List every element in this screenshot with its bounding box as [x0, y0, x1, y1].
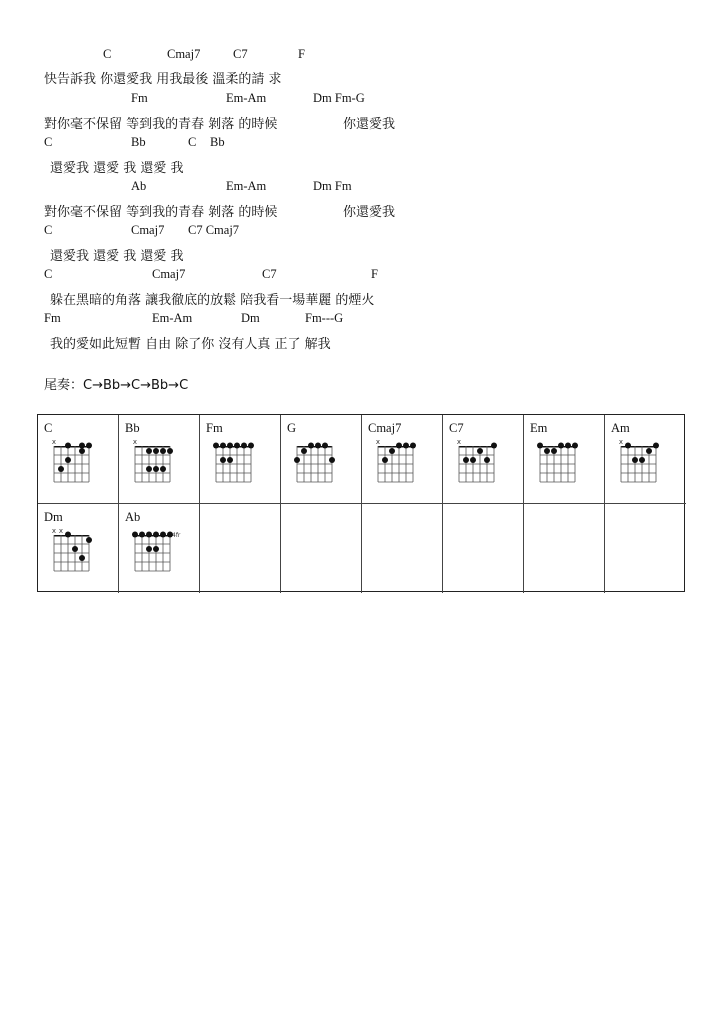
outro-line: 尾奏：C→Bb→C→Bb→C — [44, 378, 189, 393]
empty-chord-cell — [524, 504, 605, 593]
muted-string-mark: x — [375, 438, 381, 446]
chord-symbol: Fm---G — [305, 311, 344, 325]
chord-name: G — [287, 421, 297, 435]
chord-diagram — [611, 437, 681, 499]
chord-cell — [524, 415, 605, 504]
chord-name: Em — [530, 421, 548, 435]
finger-dot — [79, 555, 85, 561]
chord-diagram — [44, 437, 114, 499]
finger-dot — [322, 443, 328, 449]
finger-dot — [632, 457, 638, 463]
chord-name: C7 — [449, 421, 464, 435]
empty-chord-cell — [443, 504, 524, 593]
chord-symbol: C7 Cmaj7 — [188, 223, 240, 237]
chord-name: Bb — [125, 421, 140, 435]
finger-dot — [65, 443, 71, 449]
finger-dot — [132, 532, 138, 538]
chord-cell — [119, 504, 200, 593]
finger-dot — [329, 457, 335, 463]
muted-string-mark: x — [58, 527, 64, 535]
lyric-text: 我的愛如此短暫 自由 除了你 沒有人真 正了 解我 — [50, 337, 331, 352]
chord-diagram-table — [37, 414, 685, 592]
finger-dot — [79, 448, 85, 454]
chord-symbol: Cmaj7 — [131, 223, 165, 237]
finger-dot — [301, 448, 307, 454]
lyric-line — [0, 333, 724, 353]
finger-dot — [248, 443, 254, 449]
chord-name: C — [44, 421, 53, 435]
nut — [459, 446, 494, 448]
finger-dot — [382, 457, 388, 463]
chord-cell — [119, 415, 200, 504]
lyric-line — [0, 113, 724, 133]
finger-dot — [153, 466, 159, 472]
chord-cell — [38, 504, 119, 593]
lyric-line — [0, 245, 724, 265]
finger-dot — [153, 532, 159, 538]
chord-diagram — [449, 437, 519, 499]
finger-dot — [315, 443, 321, 449]
muted-string-mark: x — [51, 438, 57, 446]
chord-symbol: Em-Am — [226, 179, 267, 193]
finger-dot — [160, 466, 166, 472]
finger-dot — [58, 466, 64, 472]
nut — [54, 535, 89, 537]
finger-dot — [220, 457, 226, 463]
chord-name: Am — [611, 421, 630, 435]
finger-dot — [65, 457, 71, 463]
muted-string-mark: x — [51, 527, 57, 535]
chord-symbol: C7 — [262, 267, 277, 281]
finger-dot — [160, 532, 166, 538]
chord-name: Cmaj7 — [368, 421, 402, 435]
chord-symbol: Bb — [210, 135, 225, 149]
chord-diagram — [287, 437, 357, 499]
chord-cell — [605, 415, 686, 504]
lyric-line — [0, 68, 724, 88]
finger-dot — [558, 443, 564, 449]
chord-symbol: Fm — [44, 311, 61, 325]
finger-dot — [484, 457, 490, 463]
chord-line — [0, 179, 724, 199]
finger-dot — [146, 466, 152, 472]
muted-string-mark: x — [132, 438, 138, 446]
finger-dot — [477, 448, 483, 454]
finger-dot — [646, 448, 652, 454]
finger-dot — [308, 443, 314, 449]
lyric-line — [0, 201, 724, 221]
lyric-text: 還愛我 還愛 我 還愛 我 — [50, 249, 184, 264]
chord-cell — [281, 415, 362, 504]
finger-dot — [213, 443, 219, 449]
finger-dot — [167, 448, 173, 454]
finger-dot — [653, 443, 659, 449]
finger-dot — [241, 443, 247, 449]
finger-dot — [146, 448, 152, 454]
chord-symbol: C — [44, 135, 53, 149]
chord-line — [0, 47, 724, 67]
chord-cell — [200, 415, 281, 504]
chord-symbol: Fm — [131, 91, 148, 105]
finger-dot — [551, 448, 557, 454]
finger-dot — [294, 457, 300, 463]
lyric-text: 對你毫不保留 等到我的青春 剝落 的時候 — [44, 117, 278, 132]
nut — [135, 446, 170, 448]
finger-dot — [639, 457, 645, 463]
chord-cell — [443, 415, 524, 504]
chord-symbol: Bb — [131, 135, 146, 149]
chord-diagram — [125, 437, 195, 499]
finger-dot — [470, 457, 476, 463]
finger-dot — [227, 457, 233, 463]
chord-symbol: Ab — [131, 179, 147, 193]
chord-symbol: C — [103, 47, 112, 61]
finger-dot — [410, 443, 416, 449]
chord-symbol: C — [44, 223, 53, 237]
finger-dot — [491, 443, 497, 449]
muted-string-mark: x — [618, 438, 624, 446]
finger-dot — [227, 443, 233, 449]
chord-symbol: Dm Fm-G — [313, 91, 365, 105]
empty-chord-cell — [281, 504, 362, 593]
finger-dot — [153, 448, 159, 454]
chord-diagram — [44, 526, 114, 588]
finger-dot — [403, 443, 409, 449]
chord-symbol: Cmaj7 — [167, 47, 201, 61]
finger-dot — [79, 443, 85, 449]
chord-symbol: Em-Am — [152, 311, 193, 325]
chord-diagram — [530, 437, 600, 499]
chord-line — [0, 311, 724, 331]
chord-name: Dm — [44, 510, 63, 524]
chord-cell — [38, 415, 119, 504]
finger-dot — [146, 546, 152, 552]
muted-string-mark: x — [456, 438, 462, 446]
finger-dot — [86, 443, 92, 449]
lyric-text: 對你毫不保留 等到我的青春 剝落 的時候 — [44, 205, 278, 220]
chord-symbol: F — [371, 267, 378, 281]
finger-dot — [72, 546, 78, 552]
chord-line — [0, 223, 724, 243]
finger-dot — [160, 448, 166, 454]
finger-dot — [572, 443, 578, 449]
finger-dot — [139, 532, 145, 538]
chord-line — [0, 91, 724, 111]
finger-dot — [65, 532, 71, 538]
lyric-text: 你還愛我 — [343, 205, 396, 220]
lyric-line — [0, 289, 724, 309]
finger-dot — [544, 448, 550, 454]
finger-dot — [86, 537, 92, 543]
chord-symbol: Em-Am — [226, 91, 267, 105]
chord-cell — [362, 415, 443, 504]
empty-chord-cell — [362, 504, 443, 593]
chord-symbol: C — [44, 267, 53, 281]
chord-symbol: Dm Fm — [313, 179, 352, 193]
chord-symbol: C7 — [233, 47, 248, 61]
chord-diagram — [125, 526, 195, 588]
chord-line — [0, 267, 724, 287]
finger-dot — [220, 443, 226, 449]
finger-dot — [565, 443, 571, 449]
finger-dot — [234, 443, 240, 449]
chord-name: Fm — [206, 421, 223, 435]
chord-name: Ab — [125, 510, 141, 524]
lyric-line — [0, 157, 724, 177]
lyric-text: 躲在黑暗的角落 讓我徹底的放鬆 陪我看一場華麗 的煙火 — [50, 293, 375, 308]
chord-line — [0, 135, 724, 155]
chord-diagram — [368, 437, 438, 499]
empty-chord-cell — [605, 504, 686, 593]
chord-symbol: Dm — [241, 311, 260, 325]
finger-dot — [625, 443, 631, 449]
chord-diagram — [206, 437, 276, 499]
lyric-text: 你還愛我 — [343, 117, 396, 132]
finger-dot — [389, 448, 395, 454]
finger-dot — [463, 457, 469, 463]
chord-symbol: Cmaj7 — [152, 267, 186, 281]
finger-dot — [396, 443, 402, 449]
finger-dot — [153, 546, 159, 552]
chord-symbol: C — [188, 135, 197, 149]
finger-dot — [146, 532, 152, 538]
lyric-text: 快告訴我 你還愛我 用我最後 溫柔的請 求 — [44, 72, 282, 87]
finger-dot — [537, 443, 543, 449]
empty-chord-cell — [200, 504, 281, 593]
lyric-text: 還愛我 還愛 我 還愛 我 — [50, 161, 184, 176]
chord-symbol: F — [298, 47, 305, 61]
fret-number-label: 4fr — [172, 532, 181, 539]
